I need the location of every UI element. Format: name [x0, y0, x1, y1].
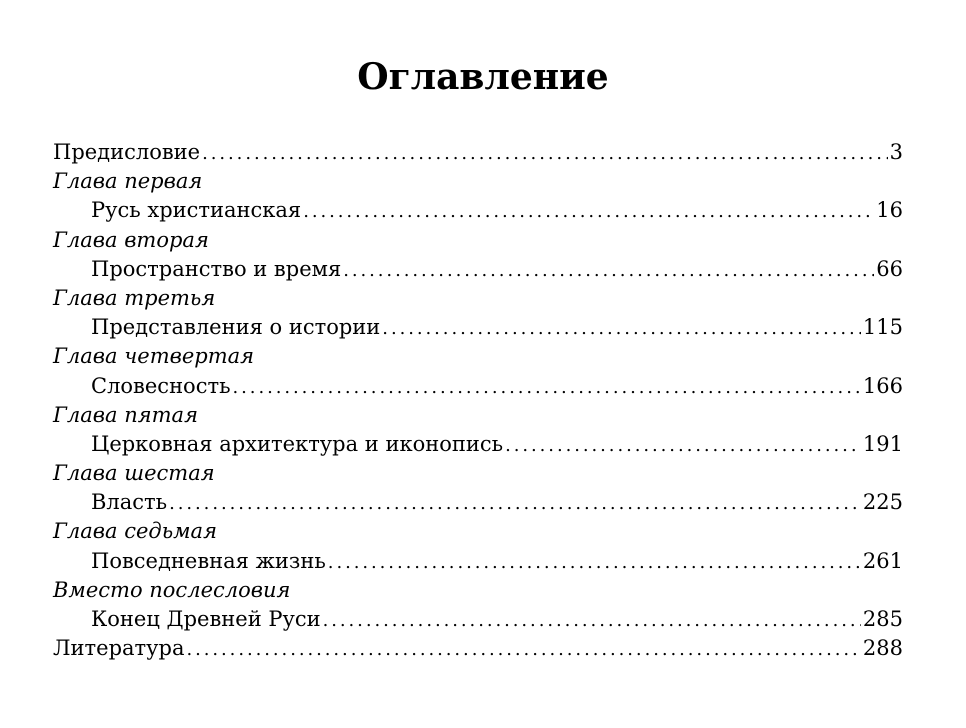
chapter-label: Глава пятая: [53, 402, 198, 427]
toc-entry: [53, 313, 903, 342]
toc-entry-title: Власть: [91, 490, 168, 515]
toc-entry-title: Словесность: [91, 373, 231, 398]
chapter-label: Вместо послесловия: [53, 577, 291, 602]
toc-chapter-heading: [53, 459, 903, 488]
toc-page-number: 3: [889, 140, 903, 164]
toc-page-number: 115: [862, 315, 903, 340]
toc-chapter-heading: [53, 284, 903, 313]
toc-chapter-heading: [53, 517, 903, 546]
toc-entry: [53, 547, 903, 576]
table-of-contents: [53, 138, 903, 663]
dot-leader: [328, 548, 861, 577]
dot-leader: [382, 314, 861, 343]
toc-entry-title: Церковная архитектура и иконопись: [91, 431, 504, 456]
toc-entry-title: Повседневная жизнь: [91, 548, 326, 573]
chapter-label: Глава четвертая: [53, 344, 255, 369]
toc-chapter-heading: [53, 576, 903, 605]
toc-entry: [53, 196, 903, 225]
toc-page-number: 225: [862, 490, 903, 515]
chapter-label: Глава седьмая: [53, 519, 217, 544]
chapter-label: Глава вторая: [53, 227, 209, 252]
toc-chapter-heading: [53, 342, 903, 371]
page-title: Оглавление: [357, 56, 609, 98]
toc-entry: [53, 430, 903, 459]
toc-entry: [53, 605, 903, 634]
toc-page-number: 191: [862, 431, 903, 456]
dot-leader: [303, 197, 874, 226]
toc-entry: [53, 138, 903, 167]
dot-leader: [202, 139, 888, 168]
toc-page-number: 285: [862, 607, 903, 631]
dot-leader: [169, 489, 861, 518]
toc-chapter-heading: [53, 167, 903, 196]
toc-entry-title: Представления о истории: [91, 315, 381, 340]
toc-chapter-heading: [53, 401, 903, 430]
toc-page-number: 16: [876, 198, 903, 223]
toc-entry: [53, 488, 903, 517]
toc-entry: [53, 634, 903, 663]
dot-leader: [186, 635, 860, 664]
toc-entry-title: Литература: [53, 636, 185, 661]
chapter-label: Глава третья: [53, 285, 216, 310]
chapter-label: Глава шестая: [53, 461, 215, 486]
toc-entry: [53, 255, 903, 284]
toc-page-number: 261: [862, 548, 903, 573]
toc-entry-title: Русь христианская: [91, 198, 302, 223]
toc-page-number: 288: [862, 636, 903, 661]
dot-leader: [233, 373, 861, 402]
dot-leader: [343, 256, 874, 285]
toc-page-number: 66: [876, 256, 903, 281]
toc-entry-title: Предисловие: [53, 140, 201, 164]
dot-leader: [323, 606, 861, 635]
toc-entry-title: Конец Древней Руси: [91, 607, 321, 631]
toc-chapter-heading: [53, 226, 903, 255]
chapter-label: Глава первая: [53, 169, 203, 194]
toc-entry: [53, 372, 903, 401]
dot-leader: [505, 431, 861, 460]
toc-page-number: 166: [862, 373, 903, 398]
toc-entry-title: Пространство и время: [91, 256, 342, 281]
